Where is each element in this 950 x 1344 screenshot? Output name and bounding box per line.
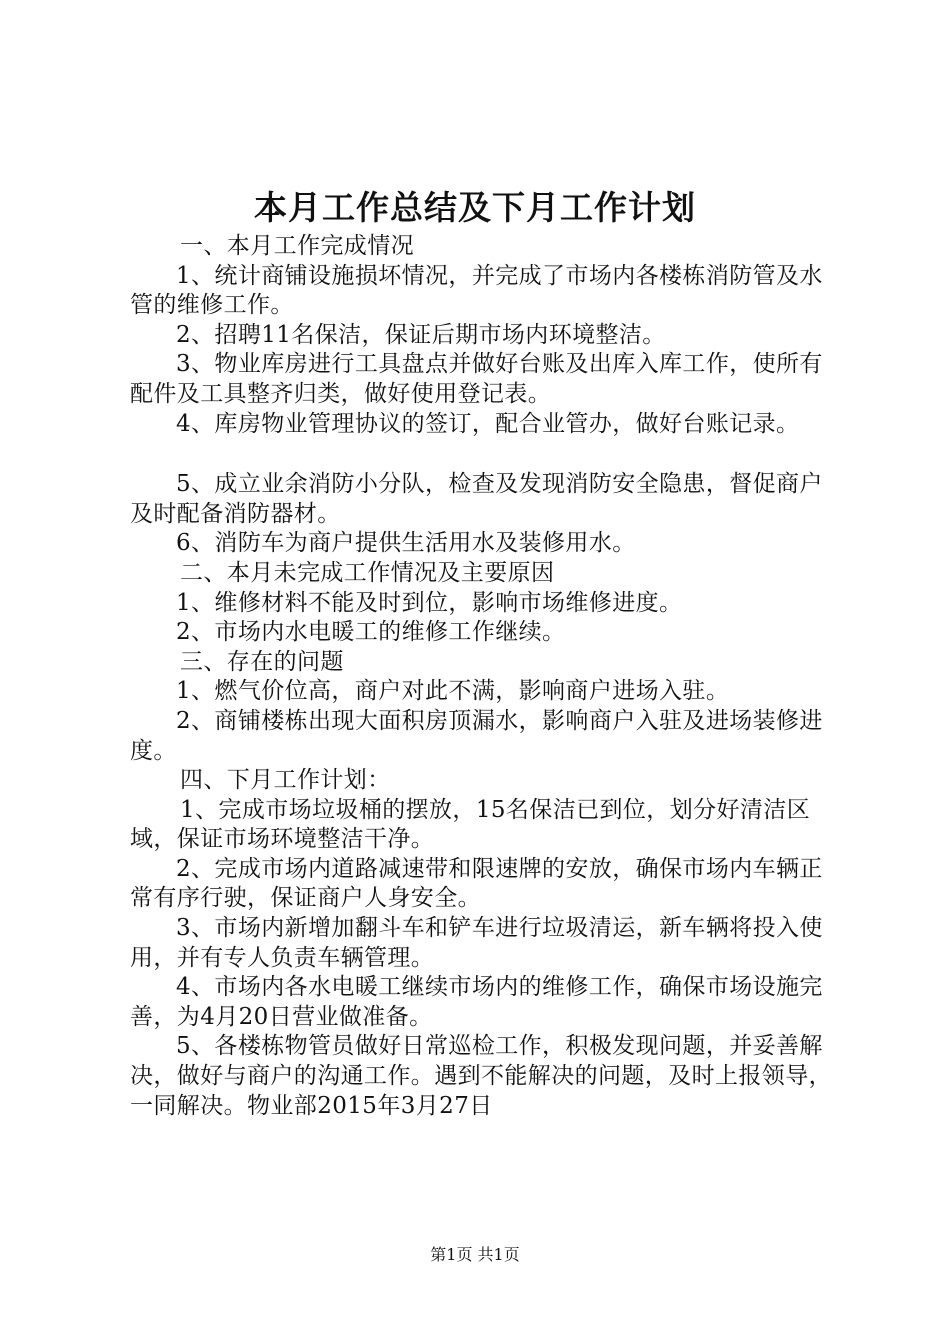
paragraph-1-4: 4、库房物业管理协议的签订，配合业管办，做好台账记录。 bbox=[176, 410, 800, 437]
document-title: 本月工作总结及下月工作计划 bbox=[254, 188, 696, 227]
paragraph-1-3: 3、物业库房进行工具盘点并做好台账及出库入库工作，使所有配件及工具整齐归类，做好使用登记表。 bbox=[130, 351, 823, 407]
paragraph-1-1: 1、统计商铺设施损坏情况，并完成了市场内各楼栋消防管及水管的维修工作。 bbox=[130, 262, 823, 319]
page-footer: 第1页 共1页 bbox=[430, 1245, 520, 1264]
paragraph-1-2: 2、招聘11名保洁，保证后期市场内环境整洁。 bbox=[176, 321, 666, 348]
document-body bbox=[130, 232, 840, 1121]
section-heading-4: 四、下月工作计划： bbox=[180, 767, 391, 794]
paragraph-1-5: 5、成立业余消防小分队，检查及发现消防安全隐患，督促商户及时配备消防器材。 bbox=[130, 471, 823, 527]
paragraph-4-5: 5、各楼栋物管员做好日常巡检工作，积极发现问题，并妥善解决，做好与商户的沟通工作。遇到不能解决的问题，及时上报领导，一同解决。物业部2015年3月27日 bbox=[130, 1033, 832, 1119]
paragraph-spacer bbox=[130, 439, 840, 470]
paragraph-2-1: 1、维修材料不能及时到位，影响市场维修进度。 bbox=[176, 589, 683, 616]
paragraph-2-2: 2、市场内水电暖工的维修工作继续。 bbox=[176, 619, 566, 646]
paragraph-4-4: 4、市场内各水电暖工继续市场内的维修工作，确保市场设施完善，为4月20日营业做准备。 bbox=[130, 974, 823, 1030]
paragraph-1-6: 6、消防车为商户提供生活用水及装修用水。 bbox=[176, 530, 636, 557]
section-heading-2: 二、本月未完成工作情况及主要原因 bbox=[180, 559, 555, 586]
section-heading-1: 一、本月工作完成情况 bbox=[180, 233, 414, 259]
paragraph-3-1: 1、燃气价位高，商户对此不满，影响商户进场入驻。 bbox=[176, 678, 730, 705]
paragraph-4-1: 1、完成市场垃圾桶的摆放，15名保洁已到位，划分好清洁区域，保证市场环境整洁干净。 bbox=[130, 796, 811, 853]
paragraph-4-3: 3、市场内新增加翻斗车和铲车进行垃圾清运，新车辆将投入使用，并有专人负责车辆管理。 bbox=[130, 915, 823, 971]
paragraph-3-2: 2、商铺楼栋出现大面积房顶漏水，影响商户入驻及进场装修进度。 bbox=[130, 707, 823, 764]
section-heading-3: 三、存在的问题 bbox=[180, 648, 344, 675]
paragraph-4-2: 2、完成市场内道路减速带和限速牌的安放，确保市场内车辆正常有序行驶，保证商户人身安全。 bbox=[130, 855, 823, 912]
